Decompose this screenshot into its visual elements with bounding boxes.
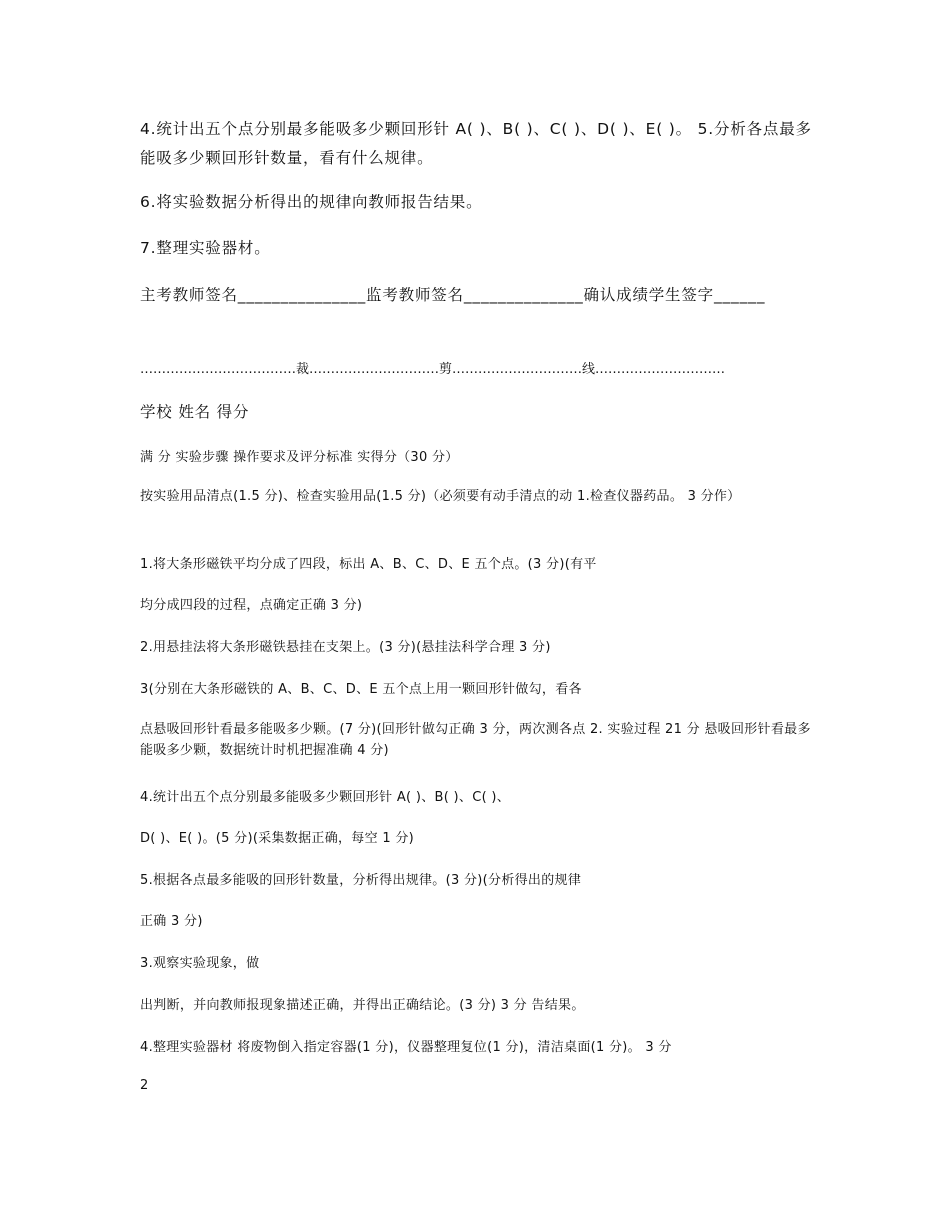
header-school-name-score: 学校 姓名 得分 xyxy=(140,403,250,421)
paragraph-step-6: 6.将实验数据分析得出的规律向教师报告结果。 xyxy=(140,193,483,211)
paragraph-step-4-5: 4.统计出五个点分别最多能吸多少颗回形针 A( )、B( )、C( )、D( )、E( )。 5.分析各点最多能吸多少颗回形针数量，看有什么规律。 xyxy=(140,120,812,167)
paragraph-step-7: 7.整理实验器材。 xyxy=(140,239,271,257)
row-step-5a: 5.根据各点最多能吸的回形针数量，分析得出规律。(3 分)(分析得出的规律 xyxy=(140,873,582,888)
table-header: 满 分 实验步骤 操作要求及评分标准 实得分（30 分） xyxy=(140,450,459,465)
row-observe-a: 3.观察实验现象，做 xyxy=(140,956,260,971)
row-tidy-up: 4.整理实验器材 将废物倒入指定容器(1 分)，仪器整理复位(1 分)，清洁桌面(1 分)。 3 分 xyxy=(140,1040,672,1055)
row-step-1b: 均分成四段的过程，点确定正确 3 分) xyxy=(140,598,363,613)
row-step-4a: 4.统计出五个点分别最多能吸多少颗回形针 A( )、B( )、C( )、 xyxy=(140,790,511,805)
row-observe-b: 出判断，并向教师报现象描述正确，并得出正确结论。(3 分) 3 分 告结果。 xyxy=(140,998,585,1013)
row-step-3b: 点悬吸回形针看最多能吸多少颗。(7 分)(回形针做勾正确 3 分，两次测各点 2. 实验过程 21 分 悬吸回形针看最多能吸多少颗，数据统计时机把握准确 4 分) xyxy=(140,722,811,758)
row-step-5b: 正确 3 分) xyxy=(140,914,203,929)
row-check-instruments: 按实验用品清点(1.5 分)、检查实验用品(1.5 分)（必须要有动手清点的动 1.检查仪器药品。 3 分作） xyxy=(140,489,741,504)
row-step-2: 2.用悬挂法将大条形磁铁悬挂在支架上。(3 分)(悬挂法科学合理 3 分) xyxy=(140,640,551,655)
signature-line: 主考教师签名_______________监考教师签名______________确认成绩学生签字______ xyxy=(140,286,766,304)
row-step-4b: D( )、E( )。(5 分)(采集数据正确，每空 1 分) xyxy=(140,831,415,846)
row-step-3a: 3(分别在大条形磁铁的 A、B、C、D、E 五个点上用一颗回形针做勾，看各 xyxy=(140,682,582,697)
row-step-1a: 1.将大条形磁铁平均分成了四段，标出 A、B、C、D、E 五个点。(3 分)(有平 xyxy=(140,557,597,572)
page-number: 2 xyxy=(140,1078,149,1093)
cut-line: ………………………………裁…………………………剪…………………………线………………………… xyxy=(140,362,725,377)
